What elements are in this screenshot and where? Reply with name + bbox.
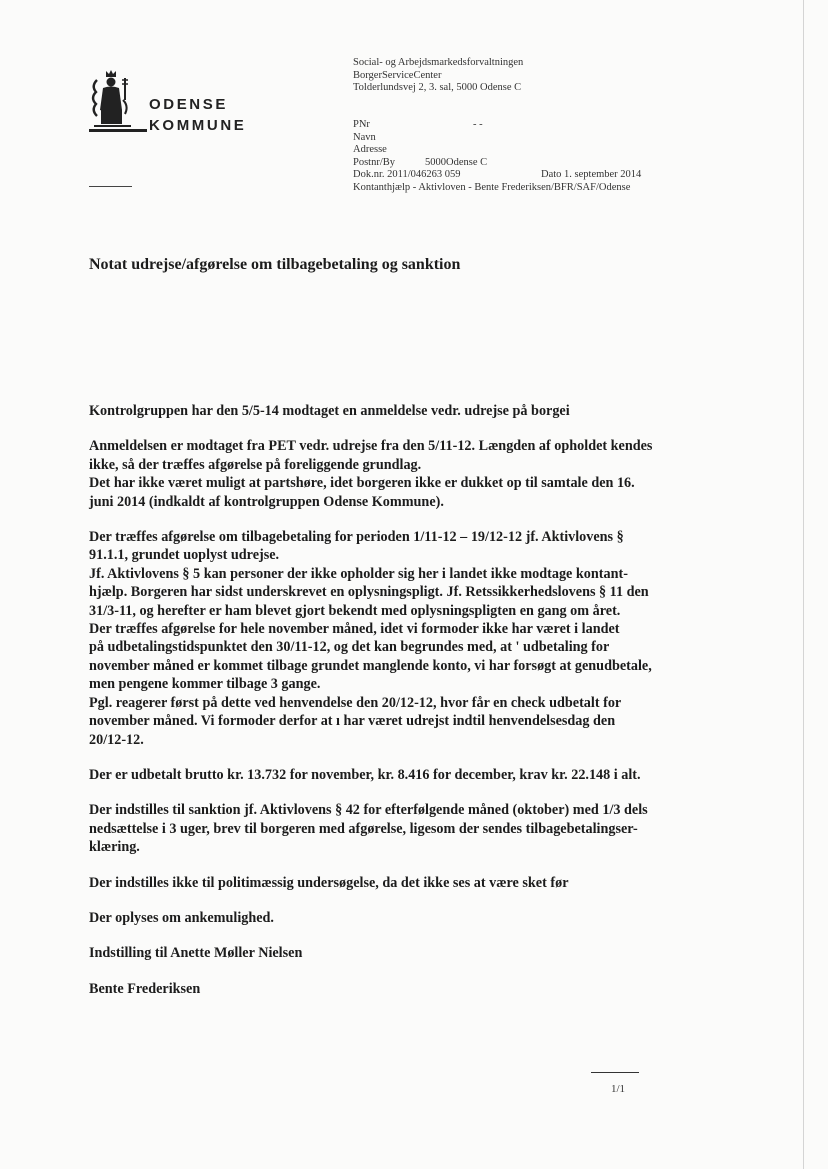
scan-edge-line (803, 0, 804, 1169)
logo-name-line-2: KOMMUNE (149, 117, 247, 134)
paragraph-line: Der træffes afgørelse om tilbagebetaling for perioden 1/11-12 – 19/12-12 jf. Aktivlovens § (89, 529, 624, 546)
paragraph-line: på udbetalingstidspunktet den 30/11-12, og det kan begrundes med, at ' udbetaling for (89, 639, 610, 656)
paragraph-line: Der er udbetalt brutto kr. 13.732 for november, kr. 8.416 for december, krav kr. 22.148 i alt. (89, 766, 641, 783)
paragraph (89, 980, 749, 998)
paragraph-line: 20/12-12. (89, 731, 144, 748)
paragraph-line: Der indstilles til sanktion jf. Aktivlovens § 42 for efterfølgende måned (oktober) med 1/3 dels (89, 802, 648, 819)
logo-name-line-1: ODENSE (149, 96, 228, 113)
sender-address (353, 57, 523, 95)
pnr-label: PNr (353, 119, 370, 130)
document-body (89, 402, 749, 1015)
paragraph-line: Det har ikke været muligt at partshøre, idet borgeren ikke er dukket op til samtale den 16. (89, 475, 635, 492)
paragraph (89, 528, 749, 749)
pnr-value: - - (473, 119, 483, 130)
case-reference: Kontanthjælp - Aktivloven - Bente Frederiksen/BFR/SAF/Odense (353, 181, 631, 193)
paragraph-line: juni 2014 (indkaldt af kontrolgruppen Odense Kommune). (89, 493, 444, 510)
page-number: 1/1 (611, 1083, 626, 1095)
odense-kommune-logo (89, 70, 269, 134)
sender-line-1: Social- og Arbejdsmarkedsforvaltningen (353, 57, 524, 68)
paragraph-line: Indstilling til Anette Møller Nielsen (89, 945, 303, 962)
paragraph-line: men pengene kommer tilbage 3 gange. (89, 676, 321, 693)
paragraph-line: nedsættelse i 3 uger, brev til borgeren med afgørelse, ligesom der sendes tilbagebetalingser- (89, 820, 638, 837)
paragraph-line: Pgl. reagerer først på dette ved henvendelse den 20/12-12, hvor får en check udbetalt for (89, 694, 622, 711)
navn-label: Navn (353, 131, 376, 143)
postnr-label: Postnr/By (353, 156, 396, 168)
paragraph-line: hjælp. Borgeren har sidst underskrevet en oplysningspligt. Jf. Retssikkerhedslovens § 11 den (89, 584, 649, 601)
document-date: Dato 1. september 2014 (541, 169, 642, 181)
sender-line-2: BorgerServiceCenter (353, 69, 442, 81)
paragraph (89, 874, 749, 892)
document-title: Notat udrejse/afgørelse om tilbagebetaling og sanktion (89, 256, 461, 273)
postnr-value: 5000Odense C (425, 156, 488, 168)
page-number-rule (591, 1072, 639, 1073)
paragraph (89, 944, 749, 962)
paragraph (89, 402, 749, 420)
logo-underline (89, 129, 147, 132)
sender-line-3: Tolderlundsvej 2, 3. sal, 5000 Odense C (353, 82, 522, 94)
paragraph-line: november måned. Vi formoder derfor at ı har været udrejst indtil henvendelsesdag den (89, 713, 616, 730)
adresse-label: Adresse (353, 144, 387, 156)
paragraph-line: 31/3-11, og herefter er ham blevet gjort bekendt med oplysningspligten en gang om året. (89, 602, 621, 619)
document-number: Dok.nr. 2011/046263 059 (353, 169, 461, 181)
recipient-block (353, 119, 642, 195)
paragraph-line: november måned er kommet tilbage grundet manglende konto, vi har forsøgt at genudbetale, (89, 657, 652, 674)
paragraph (89, 437, 749, 511)
paragraph-line: klæring. (89, 839, 140, 856)
paragraph-line: Der oplyses om ankemulighed. (89, 909, 274, 926)
paragraph-line: Der indstilles ikke til politimæssig undersøgelse, da det ikke ses at være sket før (89, 874, 569, 891)
city-crest-icon (89, 70, 135, 132)
paragraph-line: ikke, så der træffes afgørelse på foreliggende grundlag. (89, 456, 422, 473)
paragraph-line: 91.1.1, grundet uoplyst udrejse. (89, 547, 280, 564)
paragraph (89, 766, 749, 784)
paragraph (89, 801, 749, 856)
paragraph-line: Kontrolgruppen har den 5/5-14 modtaget en anmeldelse vedr. udrejse på borgei (89, 403, 570, 419)
paragraph-line: Jf. Aktivlovens § 5 kan personer der ikke opholder sig her i landet ikke modtage kontant- (89, 565, 628, 582)
paragraph-line: Der træffes afgørelse for hele november måned, idet vi formoder ikke har været i landet (89, 621, 620, 638)
paragraph-line: Anmeldelsen er modtaget fra PET vedr. udrejse fra den 5/11-12. Længden af opholdet kendes (89, 438, 653, 455)
paragraph-line: Bente Frederiksen (89, 980, 201, 997)
header-rule (89, 186, 132, 187)
paragraph (89, 909, 749, 927)
